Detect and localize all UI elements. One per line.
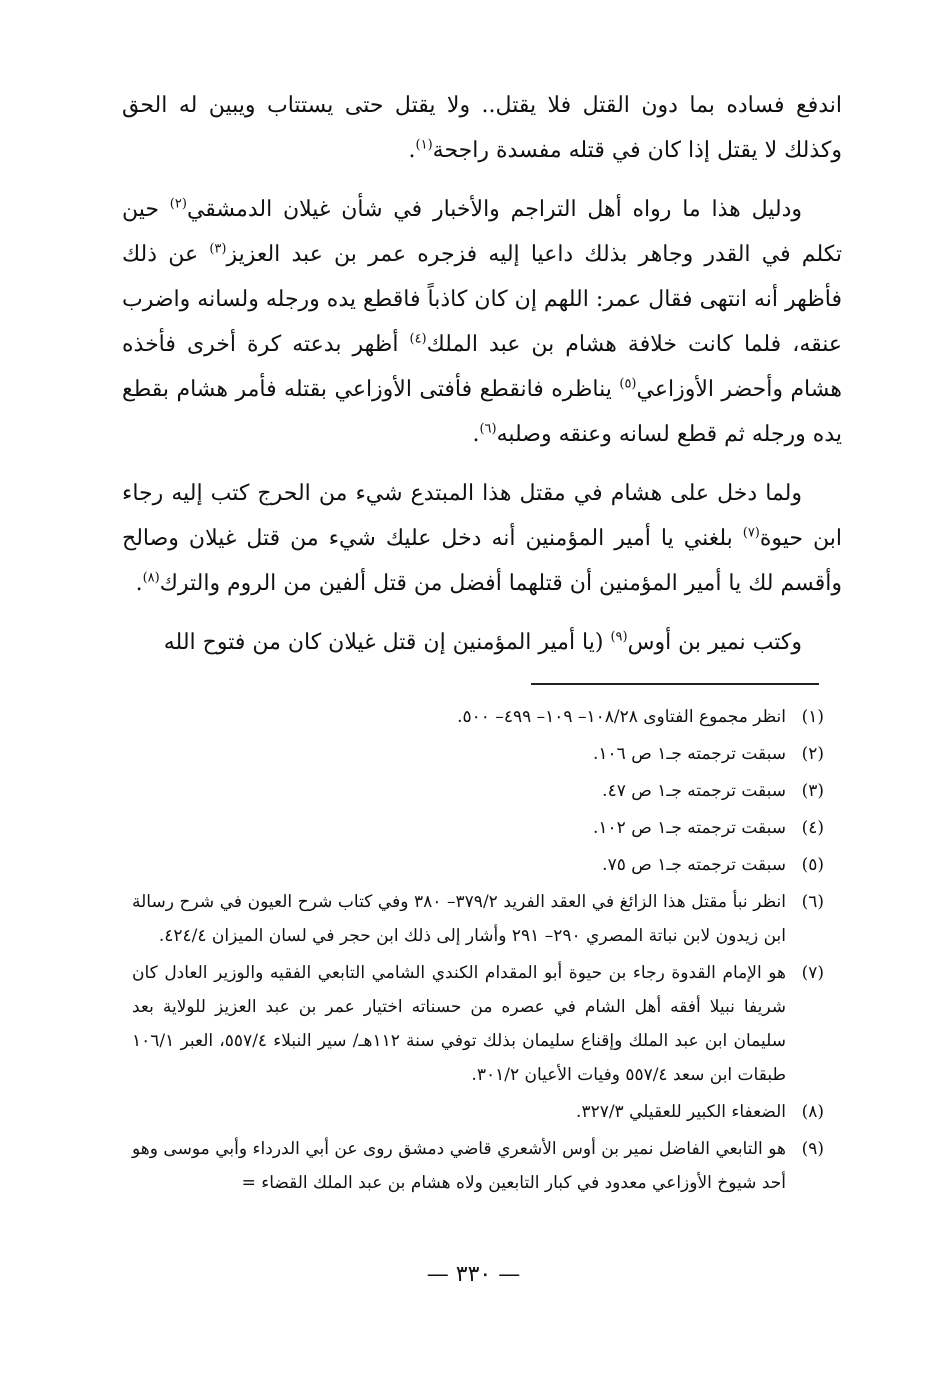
footnote-marker: (٢): [169, 196, 187, 212]
paragraph-text: عن ذلك فأظهر أنه انتهى فقال عمر: اللهم إن كان كاذباً فاقطع يده ورجله ولسانه واضرب عنقه، فلما كانت خلافة هشام بن عبد الملك: [122, 242, 843, 357]
footnotes-list: [132, 700, 824, 1203]
paragraph-text: يناظره فانقطع فأفتى الأوزاعي بقتله فأمر هشام بقطع يده ورجله ثم قطع لسانه وعنقه وصلبه: [122, 377, 842, 447]
footnote-text: سبقت ترجمته جـ١ ص ١٠٦.: [593, 744, 786, 764]
footnote-number: (٨): [801, 1102, 824, 1122]
footnote: [132, 700, 824, 734]
footnote-marker: (٦): [479, 421, 497, 437]
paragraph-text: اندفع فساده بما دون القتل فلا يقتل.. ولا يقتل حتى يستتاب ويبين له الحق وكذلك لا يقتل إذا كان في قتله مفسدة راجحة: [122, 93, 842, 163]
page-number: — ٣٣٠ —: [426, 1262, 521, 1287]
footnote: [132, 811, 824, 845]
footnote-text: سبقت ترجمته جـ١ ص ٧٥.: [602, 855, 786, 875]
footnote-number: (١): [801, 707, 824, 727]
paragraph-text: ولما دخل على هشام في مقتل هذا المبتدع شيء من الحرج كتب إليه رجاء ابن حيوة: [122, 481, 842, 551]
footnote-text: انظر نبأ مقتل هذا الزائغ في العقد الفريد ٣٧٩/٢– ٣٨٠ وفي كتاب شرح العيون في شرح رسالة ابن زيدون لابن نباتة المصري ٢٩٠– ٢٩١ وأشار إلى ذلك ابن حجر في لسان الميزان ٤٢٤/٤.: [132, 892, 786, 946]
footnote-text: انظر مجموع الفتاوى ١٠٨/٢٨– ١٠٩– ٤٩٩– ٥٠٠.: [457, 707, 786, 727]
footnote-separator: [531, 683, 819, 685]
footnote-text: سبقت ترجمته جـ١ ص ٤٧.: [602, 781, 786, 801]
footnote: [132, 737, 824, 771]
footnote-marker: (٩): [610, 629, 628, 645]
footnote-number: (٥): [801, 855, 824, 875]
footnote-number: (٢): [801, 744, 824, 764]
footnote-marker: (٣): [209, 241, 227, 257]
footnote: [132, 1095, 824, 1129]
footnote-text: هو التابعي الفاضل نمير بن أوس الأشعري قاضي دمشق روى عن أبي الدرداء وأبي موسى وهو أحد شيوخ الأوزاعي معدود في كبار التابعين ولاه هشام بن عبد الملك القضاء =: [132, 1139, 786, 1193]
main-text: [122, 83, 842, 679]
paragraph: [122, 187, 842, 457]
footnote: [132, 1132, 824, 1200]
footnote-number: (٤): [801, 818, 824, 838]
paragraph: [122, 620, 842, 665]
paragraph-text: ودليل هذا ما رواه أهل التراجم والأخبار في شأن غيلان الدمشقي: [186, 197, 802, 222]
paragraph: [122, 471, 842, 606]
footnote-number: (٧): [801, 963, 824, 983]
footnote: [132, 956, 824, 1092]
footnote-marker: (١): [415, 137, 433, 153]
paragraph-text: .: [408, 138, 416, 163]
footnote-marker: (٤): [409, 331, 427, 347]
footnote-marker: (٧): [742, 525, 760, 541]
footnote-number: (٦): [801, 892, 824, 912]
paragraph-text: وكتب نمير بن أوس: [627, 630, 802, 655]
footnote: [132, 774, 824, 808]
footnote-text: سبقت ترجمته جـ١ ص ١٠٢.: [593, 818, 786, 838]
footnote: [132, 848, 824, 882]
footnote-marker: (٥): [619, 376, 637, 392]
paragraph-text: .: [472, 422, 480, 447]
footnote-text: هو الإمام القدوة رجاء بن حيوة أبو المقدام الكندي الشامي التابعي الفقيه والوزير العادل كان شريفا نبيلا أفقه أهل الشام في عصره من حسناته اختيار عمر بن عبد العزيز للولاية بعد سليمان ابن عبد الملك وإقناع سليمان بذلك توفي سنة ١١٢هـ/ سير النبلاء ٥٥٧/٤، العبر ١٠٦/١ طبقات ابن سعد ٥٥٧/٤ وفيات الأعيان ٣٠١/٢.: [132, 963, 786, 1085]
paragraph-text: حين تكلم في القدر وجاهر بذلك داعيا إليه فزجره عمر بن عبد العزيز: [122, 197, 843, 267]
paragraph-text: أظهر بدعته كرة أخرى فأخذه هشام وأحضر الأوزاعي: [122, 332, 842, 402]
paragraph-text: .: [135, 571, 143, 596]
footnote-text: الضعفاء الكبير للعقيلي ٣٢٧/٣.: [576, 1102, 786, 1122]
paragraph-text: (يا أمير المؤمنين إن قتل غيلان كان من فتوح الله: [163, 630, 611, 655]
footnote-marker: (٨): [142, 570, 160, 586]
footnote-number: (٣): [801, 781, 824, 801]
footnote: [132, 885, 824, 953]
paragraph-text: بلغني يا أمير المؤمنين أنه دخل عليك شيء من قتل غيلان وصالح وأقسم لك يا أمير المؤمنين أن قتلهما أفضل من قتل ألفين من الروم والترك: [122, 526, 842, 596]
footnote-number: (٩): [801, 1139, 824, 1159]
paragraph: [122, 83, 842, 173]
